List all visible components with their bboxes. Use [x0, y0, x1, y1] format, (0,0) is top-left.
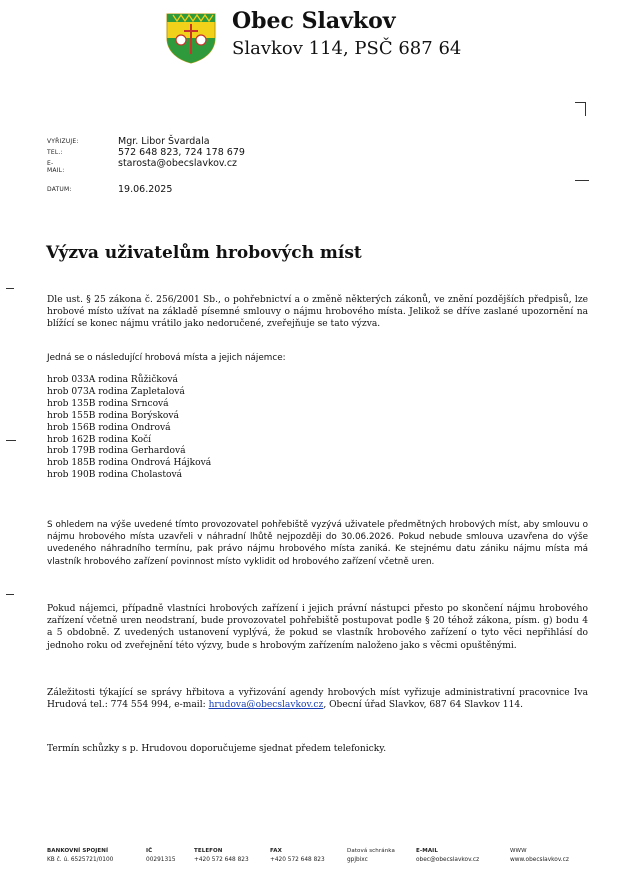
paragraph-consequences: Pokud nájemci, případně vlastníci hrobových zařízení i jejich právní nástupci přesto po skončení nájmu hrobového zařízení včetně uren neodstraní, bude provozovatel pohřebiště postupovat podle § 20 téhož zákona, písm. g) bodu 4 a 5 obdobně. Z uvedených ustanovení vyplývá, že pokud se vlastník hrobového zařízení o tyto věci nepřihlásí do jednoho roku od zveřejnění této výzvy, bude s hrobovým zařízením naloženo jako s věcmi opuštěnými. [47, 604, 588, 651]
footer-email-value: obec@obecslavkov.cz [416, 857, 480, 863]
footer-phone [194, 848, 249, 863]
footer-fax-value: +420 572 648 823 [270, 857, 325, 863]
meta-email-label: E-MAIL: [47, 160, 65, 174]
meta-email-value: starosta@obecslavkov.cz [118, 158, 238, 169]
meta-tel-value: 572 648 823, 724 178 679 [118, 147, 245, 158]
meta-handler-value: Mgr. Libor Švardala [118, 136, 210, 147]
footer-ic [146, 848, 176, 863]
contact-text-before: Záležitosti týkající se správy hřbitova a vyřizování agendy hrobových míst vyřizuje administrativní pracovnice Iva Hrudová tel.: 774 554 994, e-mail: [47, 688, 588, 711]
document-title: Výzva uživatelům hrobových míst [46, 243, 362, 263]
footer-ic-label: IČ [146, 848, 153, 854]
contact-email-link[interactable]: hrudova@obecslavkov.cz [208, 700, 324, 711]
fold-mark [6, 288, 14, 289]
grave-item: hrob 185B rodina Ondrová Hájková [47, 458, 212, 469]
grave-item: hrob 156B rodina Ondrová [47, 422, 171, 433]
corner-mark [585, 102, 586, 116]
grave-item: hrob 033A rodina Růžičková [47, 375, 178, 385]
footer-phone-value: +420 572 648 823 [194, 857, 249, 863]
grave-item: hrob 155B rodina Borýsková [47, 410, 179, 421]
paragraph-legal-basis: Dle ust. § 25 zákona č. 256/2001 Sb., o pohřebnictví a o změně některých zákonů, ve znění pozdějších předpisů, lze hrobové místo užívat na základě písemné smlouvy o nájmu hrobového místa. Jelikož se dříve zaslané upozornění na blížící se konec nájmu vrátilo jako nedoručené, zveřejňuje se tato výzva. [47, 295, 588, 330]
footer-fax [270, 848, 325, 863]
footer-www-label: WWW [510, 848, 527, 854]
meta-date-label: DATUM: [47, 186, 72, 193]
footer-bank-label: BANKOVNÍ SPOJENÍ [47, 848, 109, 854]
meta-tel-label: TEL.: [47, 149, 63, 156]
paragraph-call-to-action: S ohledem na výše uvedené tímto provozovatel pohřebiště vyzývá uživatele předmětných hrobových míst, aby smlouvu o nájmu hrobového místa uzavřeli v náhradní lhůtě nejpozději do 30.06.2026. Pokud nebude smlouva uzavřena do výše uvedeného náhradního termínu, pak právo nájmu hrobového místa zaniká. Ke stejnému datu zániku nájmu místa má vlastník hrobového zařízení povinnost místo vyklidit od hrobového zařízení včetně uren. [47, 520, 588, 567]
paragraph-contact [47, 687, 588, 711]
meta-handler-label: VYŘIZUJE: [47, 138, 79, 145]
contact-text-after: , Obecní úřad Slavkov, 687 64 Slavkov 114. [323, 700, 524, 711]
grave-item: hrob 135B rodina Srncová [47, 398, 169, 409]
footer-databox-label: Datová schránka [347, 848, 395, 854]
footer-email-label: E-MAIL [416, 848, 438, 854]
fold-mark [575, 180, 589, 181]
footer-www [510, 848, 569, 863]
org-address: Slavkov 114, PSČ 687 64 [232, 38, 462, 59]
grave-item: hrob 179B rodina Gerhardová [47, 446, 186, 457]
grave-item: hrob 162B rodina Kočí [47, 434, 152, 445]
fold-mark [6, 440, 16, 441]
footer-databox [347, 848, 395, 863]
footer-bank [47, 848, 113, 863]
footer-ic-value: 00291315 [146, 857, 176, 863]
fold-mark [6, 594, 14, 595]
paragraph-graves-intro: Jedná se o následující hrobová místa a jejich nájemce: [47, 353, 286, 363]
footer-fax-label: FAX [270, 848, 282, 854]
municipal-crest-logo [165, 12, 217, 64]
footer-email [416, 848, 479, 863]
org-name: Obec Slavkov [232, 8, 396, 34]
graves-list [47, 375, 211, 482]
footer-databox-value: gpjbixc [347, 857, 368, 863]
meta-date-value: 19.06.2025 [118, 184, 173, 195]
grave-item: hrob 073A rodina Zapletalová [47, 386, 185, 397]
footer-www-value: www.obecslavkov.cz [510, 857, 569, 863]
paragraph-appointment: Termín schůzky s p. Hrudovou doporučujeme sjednat předem telefonicky. [47, 744, 387, 754]
footer-phone-label: TELEFON [194, 848, 223, 854]
footer-bank-value: KB č. ú. 6525721/0100 [47, 857, 114, 863]
grave-item: hrob 190B rodina Cholastová [47, 470, 183, 481]
